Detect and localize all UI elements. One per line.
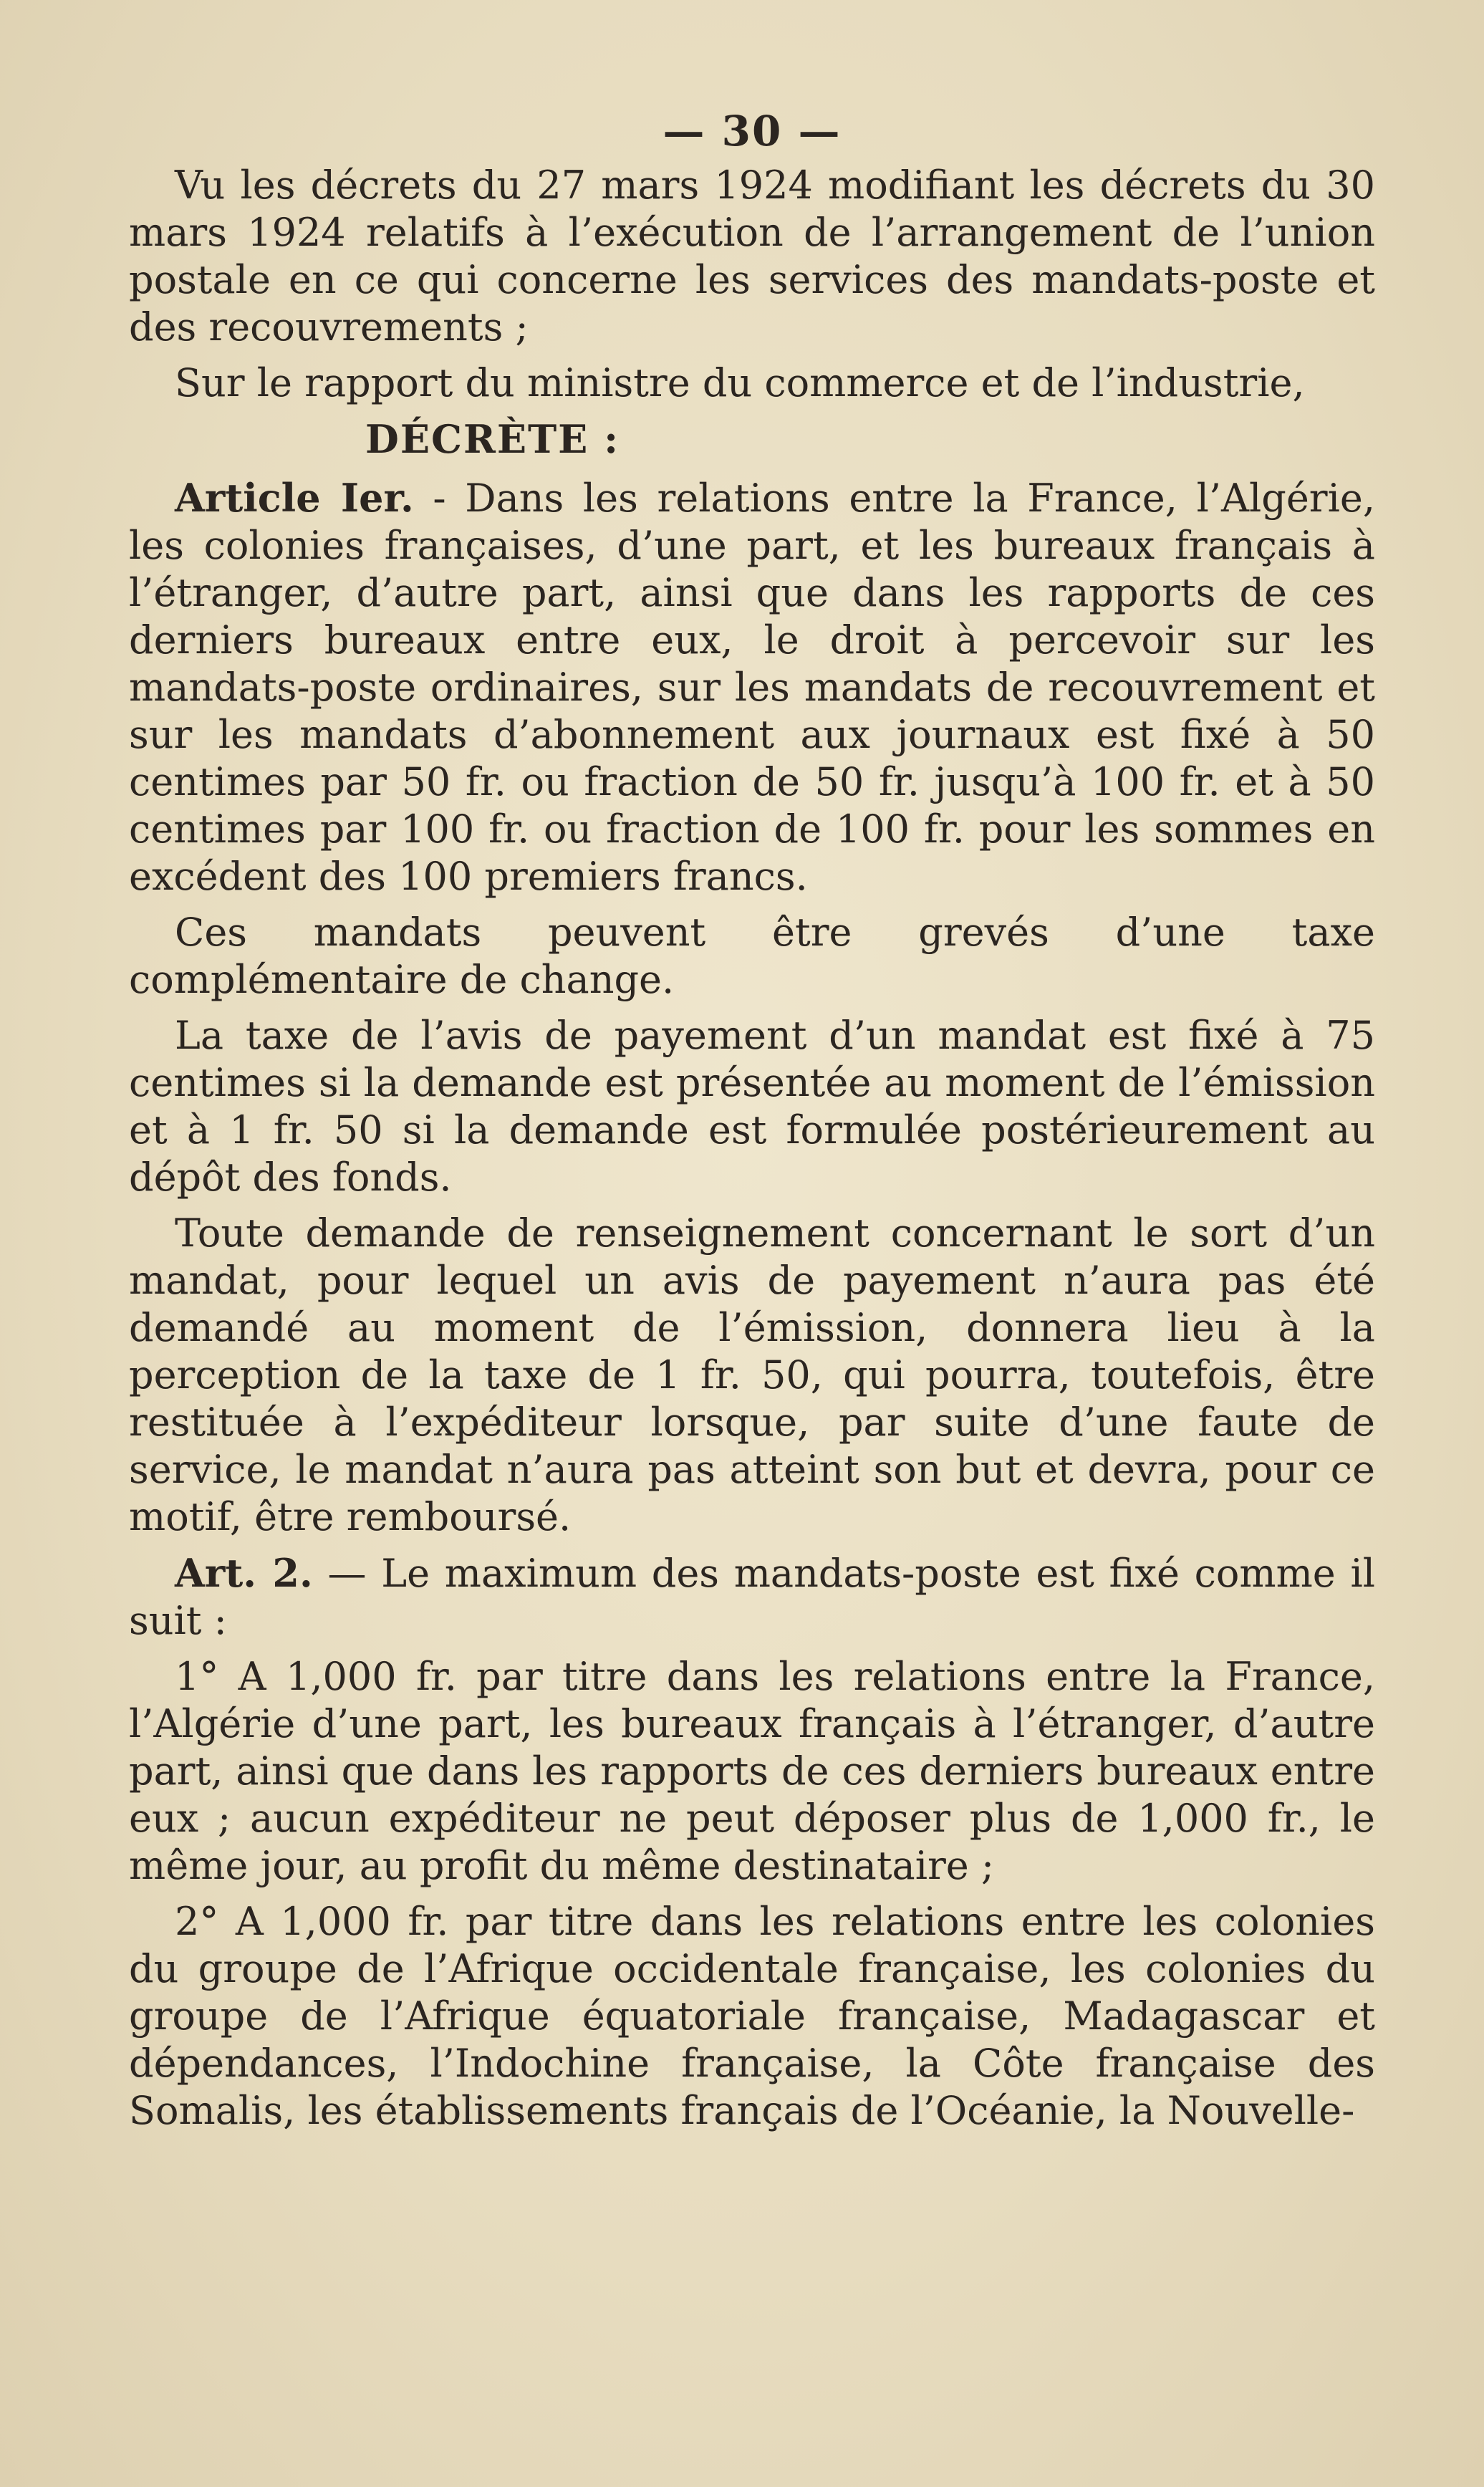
article-1-text: - Dans les relations entre la France, l’Algérie, les colonies françaises, d’une part, et les bureaux français à l’étranger, d’autre part, ainsi que dans les rapports de ces derniers bureaux entre eux, le droit à percevoir sur les mandats-poste ordinaires, sur les mandats de recouvrement et sur les mandats d’abonnement aux journaux est fixé à 50 centimes par 50 fr. ou fraction de 50 fr. jusqu’à 100 fr. et à 50 centimes par 100 fr. ou fraction de 100 fr. pour les sommes en excédent des 100 premiers francs.: [129, 476, 1375, 899]
decree-heading: DÉCRÈTE :: [365, 416, 620, 462]
article-2-text: — Le maximum des mandats-poste est fixé comme il suit :: [129, 1551, 1376, 1643]
paragraph-taxe-complementaire: Ces mandats peuvent être grevés d’une taxe complémentaire de change.: [129, 910, 1375, 1002]
article-1-label: Article Ier.: [175, 475, 414, 521]
page-content: [129, 107, 1375, 2143]
paragraph-taxe-avis: La taxe de l’avis de payement d’un mandat est fixé à 75 centimes si la demande est présentée au moment de l’émission et à 1 fr. 50 si la demande est formulée postérieurement au dépôt des fonds.: [129, 1013, 1375, 1200]
paragraph-vu-les-decrets: Vu les décrets du 27 mars 1924 modifiant les décrets du 30 mars 1924 relatifs à l’exécution de l’arrangement de l’union postale en ce qui concerne les services des mandats-poste et des recouvrements ;: [129, 163, 1375, 350]
paragraph-item-2: 2° A 1,000 fr. par titre dans les relations entre les colonies du groupe de l’Afrique occidentale française, les colonies du groupe de l’Afrique équatoriale française, Madagascar et dépendances, l’Indochine française, la Côte française des Somalis, les établissements français de l’Océanie, la Nouvelle-: [129, 1899, 1375, 2133]
article-1: [129, 474, 1375, 900]
paragraph-item-1: 1° A 1,000 fr. par titre dans les relations entre la France, l’Algérie d’une part, les bureaux français à l’étranger, d’autre part, ainsi que dans les rapports de ces derniers bureaux entre eux ; aucun expéditeur ne peut déposer plus de 1,000 fr., le même jour, au profit du même destinataire ;: [129, 1654, 1375, 1888]
article-2: [129, 1549, 1375, 1645]
page-number: — 30 —: [662, 107, 842, 155]
article-2-label: Art. 2.: [175, 1550, 313, 1596]
paragraph-sur-le-rapport: Sur le rapport du ministre du commerce et de l’industrie,: [175, 360, 1305, 405]
paragraph-demande-renseignement: Toute demande de renseignement concernant le sort d’un mandat, pour lequel un avis de payement n’aura pas été demandé au moment de l’émission, donnera lieu à la perception de la taxe de 1 fr. 50, qui pourra, toutefois, être restituée à l’expéditeur lorsque, par suite d’une faute de service, le mandat n’aura pas atteint son but et devra, pour ce motif, être remboursé.: [129, 1211, 1375, 1539]
